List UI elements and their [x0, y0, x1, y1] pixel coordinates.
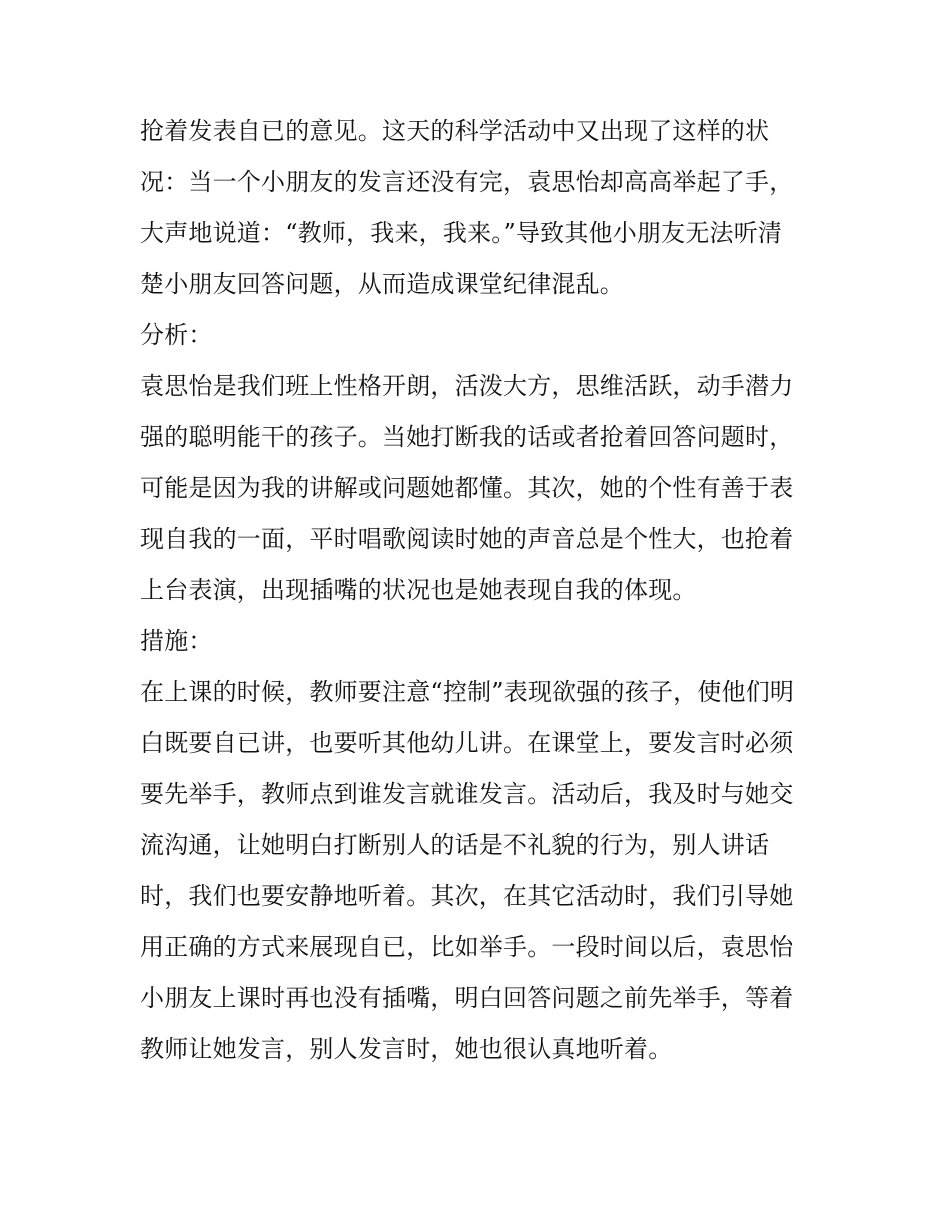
text-line: 在上课的时候，教师要注意“控制”表现欲强的孩子，使他们明 — [140, 678, 795, 706]
text-line: 现自我的一面，平时唱歌阅读时她的声音总是个性大，也抢着 — [140, 525, 794, 553]
section-heading-analysis: 分析： — [140, 321, 213, 349]
text-line: 白既要自已讲，也要听其他幼儿讲。在课堂上，要发言时必须 — [140, 729, 794, 757]
text-line: 时，我们也要安静地听着。其次，在其它活动时，我们引导她 — [140, 882, 794, 910]
text-line: 小朋友上课时再也没有插嘴，明白回答问题之前先举手，等着 — [140, 984, 794, 1012]
text-line: 袁思怡是我们班上性格开朗，活泼大方，思维活跃，动手潜力 — [140, 372, 794, 400]
document-body — [140, 106, 812, 1075]
text-line: 要先举手，教师点到谁发言就谁发言。活动后，我及时与她交 — [140, 780, 794, 808]
text-line: 大声地说道：“教师，我来，我来。”导致其他小朋友无法听清 — [140, 219, 783, 247]
text-line: 抢着发表自已的意见。这天的科学活动中又出现了这样的状 — [140, 117, 770, 145]
text-line: 楚小朋友回答问题，从而造成课堂纪律混乱。 — [140, 270, 624, 298]
text-line: 流沟通，让她明白打断别人的话是不礼貌的行为，别人讲话 — [140, 831, 770, 859]
text-line: 况：当一个小朋友的发言还没有完，袁思怡却高高举起了手， — [140, 168, 794, 196]
text-line: 强的聪明能干的孩子。当她打断我的话或者抢着回答问题时， — [140, 423, 794, 451]
text-line: 教师让她发言，别人发言时，她也很认真地听着。 — [140, 1035, 673, 1063]
section-heading-measures: 措施： — [140, 627, 213, 655]
text-line: 可能是因为我的讲解或问题她都懂。其次，她的个性有善于表 — [140, 474, 794, 502]
text-line: 用正确的方式来展现自已，比如举手。一段时间以后，袁思怡 — [140, 933, 794, 961]
text-line: 上台表演，出现插嘴的状况也是她表现自我的体现。 — [140, 576, 697, 604]
